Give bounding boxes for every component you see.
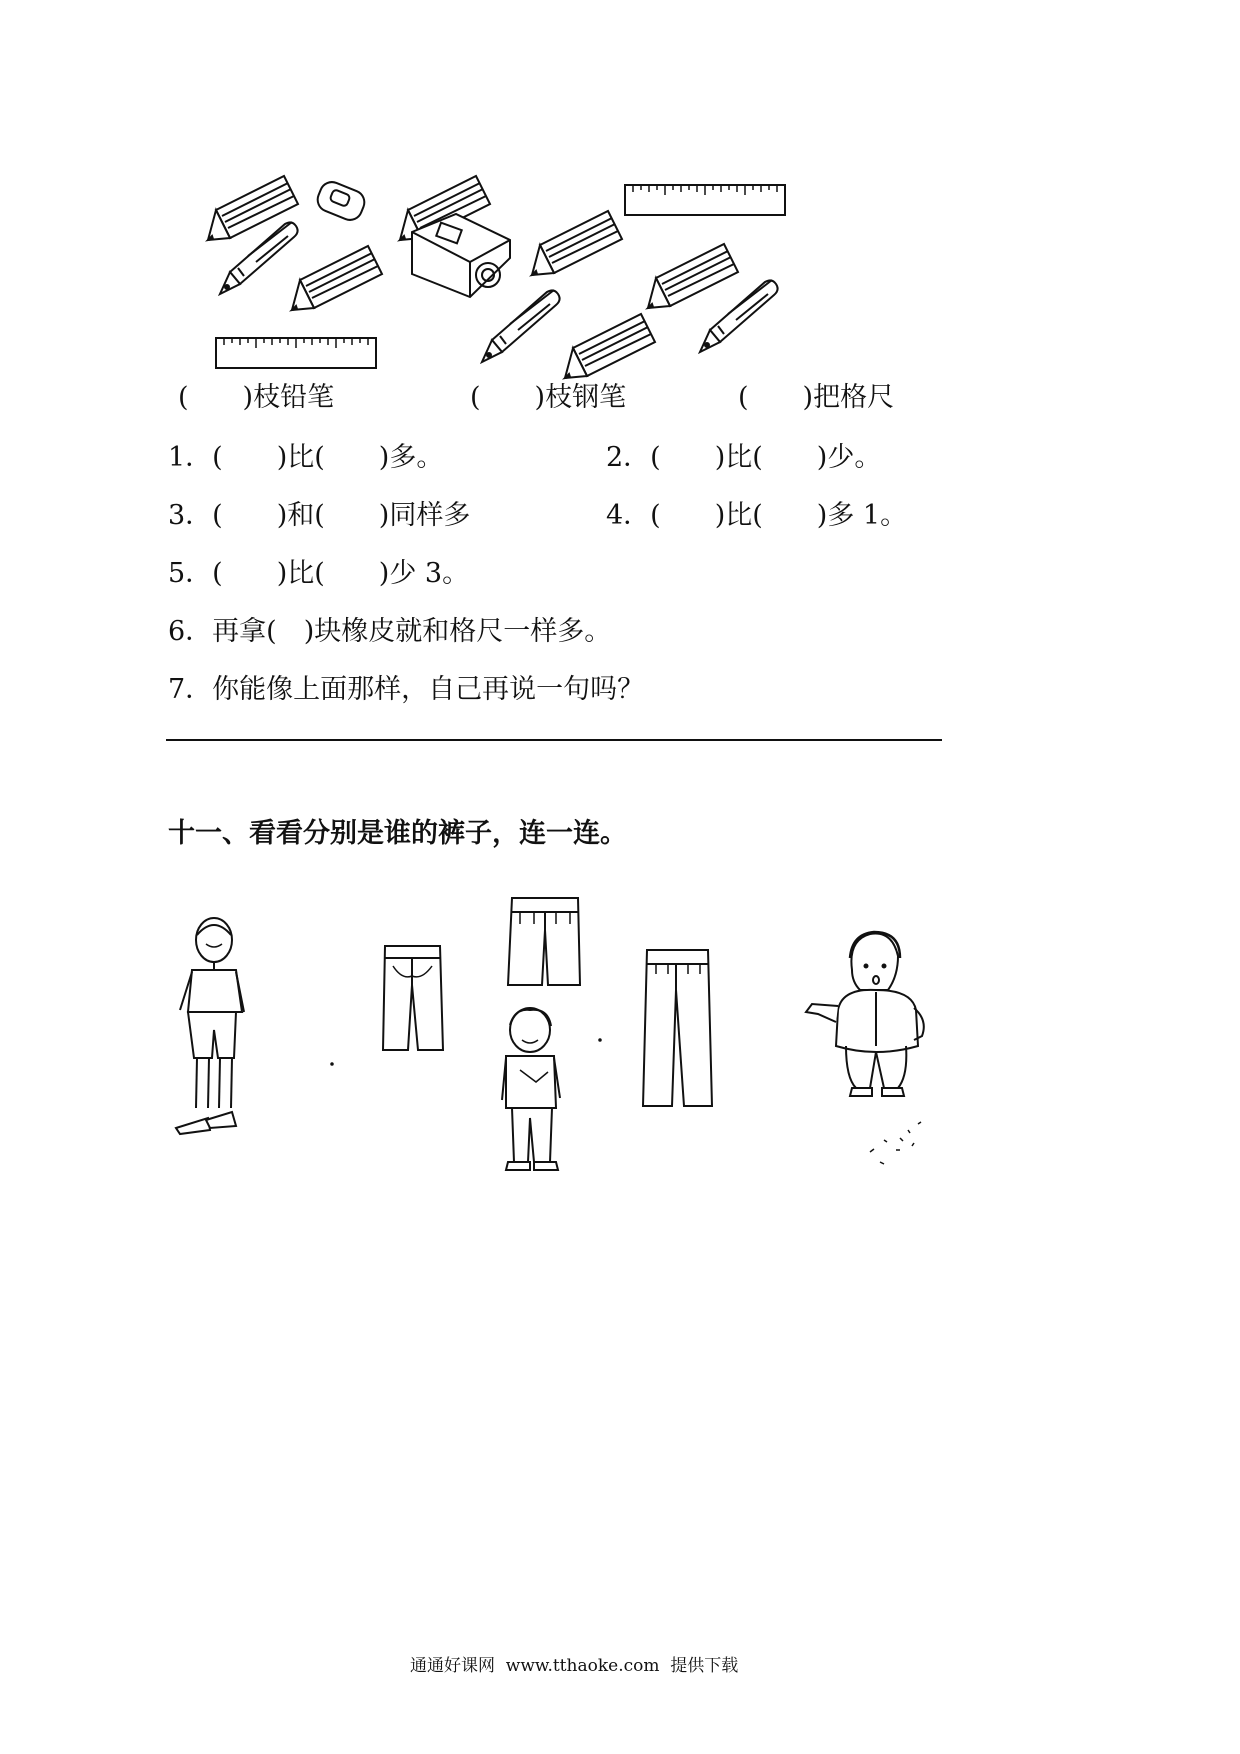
stout-man [806, 932, 924, 1096]
trousers-jeans [383, 946, 443, 1050]
section-11-title: 十一、看看分别是谁的裤子，连一连。 [168, 818, 627, 849]
pencil-4 [532, 211, 622, 275]
pencil-2 [292, 246, 382, 310]
small-boy [502, 1008, 560, 1170]
question-3: 3．( )和( )同样多 [168, 500, 471, 531]
ruler-count-label: ( )把格尺 [738, 382, 895, 413]
pencil-count-label: ( )枝铅笔 [178, 382, 335, 413]
pencil-sharpener [412, 214, 510, 297]
pencil-5 [648, 244, 738, 308]
footer-credit: 通通好课网 www.tthaoke.com 提供下载 [410, 1656, 739, 1676]
ruler-1 [625, 185, 785, 215]
fountain-pen-3 [700, 280, 778, 352]
question-1: 1．( )比( )多。 [168, 442, 444, 473]
question-2: 2．( )比( )少。 [606, 442, 882, 473]
people-and-trousers-illustration [0, 880, 1240, 1200]
boy-in-shorts [176, 918, 244, 1134]
pencil-6 [565, 314, 655, 378]
question-7: 7．你能像上面那样，自己再说一句吗？ [168, 674, 645, 705]
question-6: 6．再拿( )块橡皮就和格尺一样多。 [168, 616, 612, 647]
stationery-illustration [0, 0, 1240, 420]
fountain-pen-count-label: ( )枝钢笔 [470, 382, 627, 413]
eraser [314, 178, 368, 223]
ruler-2 [216, 338, 376, 368]
scan-noise [331, 1039, 921, 1164]
fountain-pen-2 [482, 290, 560, 362]
trousers-short [508, 898, 580, 985]
answer-line [166, 739, 942, 741]
trousers-long [643, 950, 712, 1106]
question-4: 4．( )比( )多 1。 [606, 500, 908, 531]
question-5: 5．( )比( )少 3。 [168, 558, 470, 589]
